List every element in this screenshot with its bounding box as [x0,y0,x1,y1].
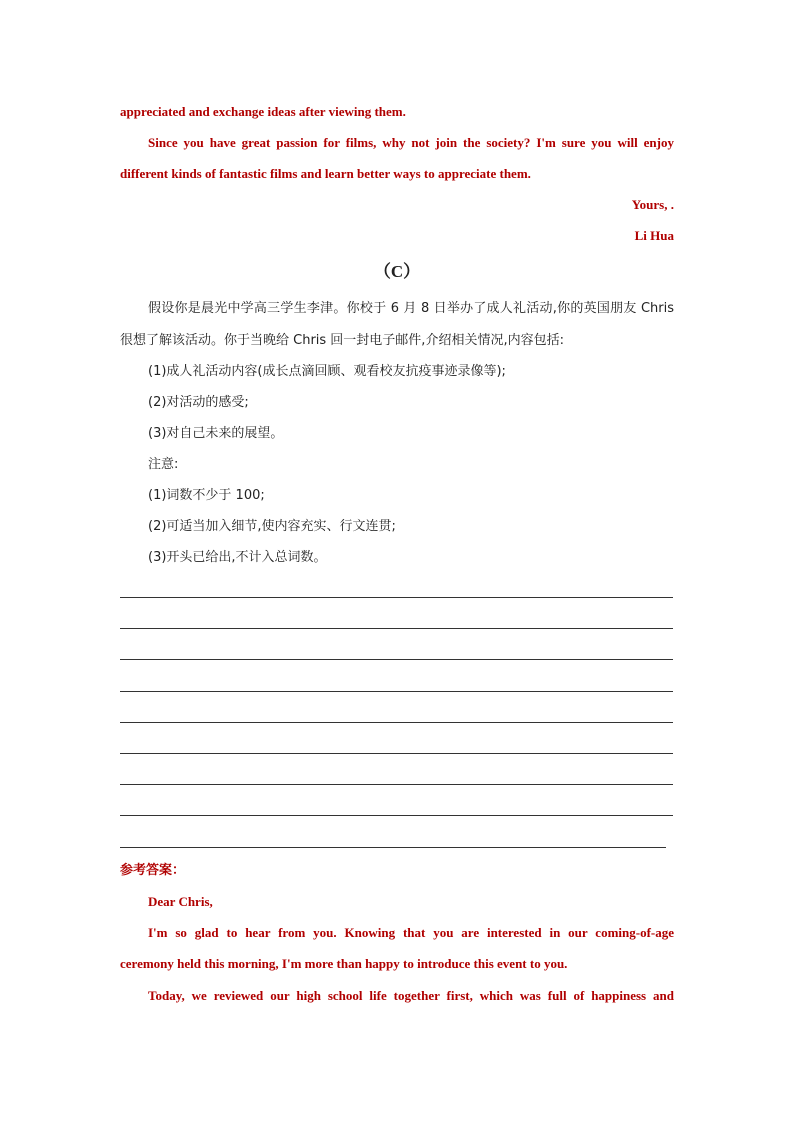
content-point: (3)对自己未来的展望。 [148,426,284,441]
writing-line [120,784,673,785]
prev-letter-signature: Li Hua [634,228,674,243]
answer-label: 参考答案： [120,863,186,878]
note-item: (1)词数不少于 100; [148,488,265,503]
prev-letter-closing: Yours, . [631,197,674,212]
answer-paragraph-2-line-1: Today, we reviewed our high school life together first, which was full of happiness and [148,988,674,1003]
writing-line [120,722,673,723]
prompt-line-1: 假设你是晨光中学高三学生李津。你校于 6 月 8 日举办了成人礼活动,你的英国朋友 Chris [148,301,674,316]
writing-line [120,753,673,754]
writing-line [120,628,673,629]
notes-label: 注意: [148,457,179,472]
writing-line [120,815,673,816]
content-point: (1)成人礼活动内容(成长点滴回顾、观看校友抗疫事迹录像等); [148,364,506,379]
writing-line [120,659,673,660]
note-item: (3)开头已给出,不计入总词数。 [148,550,327,565]
writing-line [120,691,673,692]
answer-paragraph-1-line-2: ceremony held this morning, I'm more than happy to introduce this event to you. [120,956,568,971]
content-point: (2)对活动的感受; [148,395,249,410]
prev-letter-paragraph-line-1: Since you have great passion for films, why not join the society? I'm sure you will enjoy [148,135,674,150]
writing-line [120,597,673,598]
prev-letter-line: appreciated and exchange ideas after viewing them. [120,104,406,119]
answer-paragraph-1-line-1: I'm so glad to hear from you. Knowing that you are interested in our coming-of-age [148,925,674,940]
answer-salutation: Dear Chris, [148,894,213,909]
writing-line [120,847,666,848]
prompt-line-2: 很想了解该活动。你于当晚给 Chris 回一封电子邮件,介绍相关情况,内容包括: [120,333,564,348]
note-item: (2)可适当加入细节,使内容充实、行文连贯; [148,519,396,534]
section-heading: （C） [373,262,421,281]
prev-letter-paragraph-line-2: different kinds of fantastic films and learn better ways to appreciate them. [120,166,531,181]
